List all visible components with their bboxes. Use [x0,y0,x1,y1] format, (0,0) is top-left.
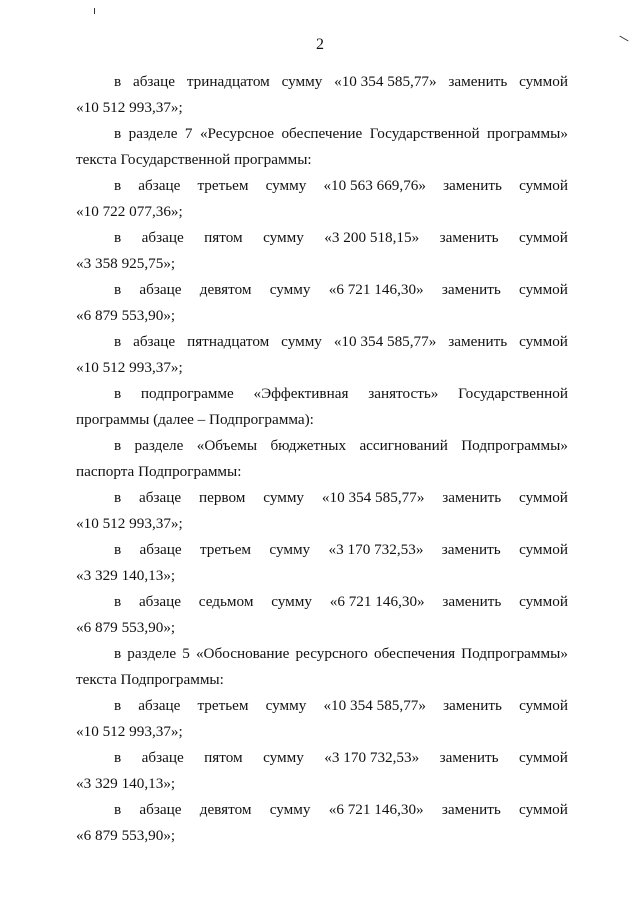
word: заменить [443,177,502,194]
word: сумму [269,801,311,818]
document-body [76,69,568,849]
paragraph-entry [76,225,568,277]
word: абзаце [141,229,184,246]
word: в [114,801,122,818]
word: сумму [263,749,304,766]
word: заменить [441,281,501,298]
paragraph-first-line [114,173,568,199]
word: программы» [487,125,568,142]
word: заменить [442,489,502,506]
paragraph-continuation: «6 879 553,90»; [76,619,176,636]
word: заменить [439,229,499,246]
paragraph-entry [76,537,568,589]
word: суммой [519,73,568,90]
paragraph-continuation: «6 879 553,90»; [76,827,176,844]
word: суммой [519,229,568,246]
word: Подпрограммы» [461,437,568,454]
word: абзаце [138,593,182,610]
word: «3 170 732,53» [324,749,420,766]
word: третьем [197,697,249,714]
word: сумму [281,73,323,90]
word: «Обоснование [195,645,290,662]
word: разделе [127,645,177,662]
word: в [114,541,122,558]
word: абзаце [138,177,181,194]
word: девятом [199,281,252,298]
word: разделе [128,125,178,142]
word: заменить [448,333,508,350]
word: сумму [265,177,307,194]
word: «10 354 585,77» [323,697,426,714]
word: 5 [182,645,190,662]
scan-speck [94,8,95,14]
paragraph-first-line [114,433,568,459]
word: в [114,229,122,246]
paragraph-continuation: «3 329 140,13»; [76,567,176,584]
paragraph-entry [76,121,568,173]
paragraph-entry [76,589,568,641]
word: седьмом [198,593,254,610]
paragraph-continuation: «10 512 993,37»; [76,359,183,376]
paragraph-continuation: «6 879 553,90»; [76,307,176,324]
paragraph-first-line [114,329,568,355]
paragraph-first-line [114,797,568,823]
word: «Объемы [196,437,258,454]
word: суммой [519,333,568,350]
word: суммой [519,489,568,506]
paragraph-first-line [114,589,568,615]
word: заменить [441,541,501,558]
paragraph-first-line [114,277,568,303]
word: абзаце [141,749,184,766]
word: суммой [519,697,568,714]
word: занятость» [368,385,439,402]
word: сумму [281,333,322,350]
word: суммой [519,177,568,194]
paragraph-first-line [114,485,568,511]
word: «3 170 732,53» [328,541,424,558]
word: ассигнований [359,437,448,454]
paragraph-entry [76,69,568,121]
paragraph-continuation: «10 512 993,37»; [76,515,183,532]
word: Государственной [458,385,568,402]
word: сумму [269,541,311,558]
word: третьем [199,541,252,558]
word: заменить [442,593,502,610]
paragraph-continuation: «3 358 925,75»; [76,255,176,272]
word: сумму [265,697,307,714]
word: подпрограмме [140,385,234,402]
word: абзаце [132,73,176,90]
word: суммой [519,749,568,766]
word: суммой [519,541,568,558]
paragraph-first-line [114,381,568,407]
paragraph-entry [76,381,568,433]
word: третьем [197,177,249,194]
word: девятом [199,801,252,818]
word: Подпрограммы» [461,645,568,662]
word: бюджетных [270,437,347,454]
paragraph-first-line [114,641,568,667]
word: в [114,333,122,350]
paragraph-first-line [114,225,568,251]
word: тринадцатом [186,73,270,90]
word: в [114,281,122,298]
paragraph-first-line [114,69,568,95]
paragraph-entry [76,277,568,329]
word: заменить [443,697,502,714]
paragraph-entry [76,173,568,225]
word: Государственной [369,125,480,142]
word: в [114,125,122,142]
word: заменить [439,749,499,766]
word: сумму [263,229,304,246]
paragraph-first-line [114,121,568,147]
paragraph-first-line [114,745,568,771]
word: в [114,593,122,610]
word: в [114,697,122,714]
word: заменить [448,73,508,90]
paragraph-first-line [114,537,568,563]
word: «Эффективная [253,385,349,402]
word: суммой [519,801,568,818]
paragraph-continuation: «10 512 993,37»; [76,99,183,116]
word: пятнадцатом [187,333,270,350]
paragraph-entry [76,797,568,849]
word: «6 721 146,30» [329,593,425,610]
word: разделе [134,437,184,454]
word: сумму [263,489,305,506]
word: 7 [184,125,193,142]
paragraph-continuation: программы (далее – Подпрограмма): [76,411,314,428]
paragraph-continuation: «10 512 993,37»; [76,723,183,740]
word: сумму [269,281,311,298]
word: в [114,385,122,402]
paragraph-entry [76,641,568,693]
word: абзаце [138,697,181,714]
word: «10 354 585,77» [334,73,437,90]
paragraph-continuation: текста Государственной программы: [76,151,312,168]
paragraph-continuation: «3 329 140,13»; [76,775,176,792]
word: обеспечение [281,125,363,142]
word: абзаце [139,489,182,506]
word: в [114,73,122,90]
paragraph-continuation: паспорта Подпрограммы: [76,463,242,480]
paragraph-first-line [114,693,568,719]
page-number: 2 [316,36,324,53]
word: заменить [441,801,501,818]
word: в [114,437,122,454]
word: абзаце [139,281,182,298]
word: «6 721 146,30» [328,281,424,298]
paragraph-continuation: текста Подпрограммы: [76,671,224,688]
word: обеспечения [373,645,456,662]
word: суммой [519,593,568,610]
word: пятом [204,749,243,766]
word: первом [198,489,246,506]
word: «10 354 585,77» [333,333,437,350]
word: суммой [519,281,568,298]
word: в [114,177,122,194]
word: абзаце [133,333,176,350]
paragraph-entry [76,745,568,797]
word: абзаце [139,801,182,818]
word: сумму [271,593,312,610]
paragraph-entry [76,329,568,381]
paragraph-continuation: «10 722 077,36»; [76,203,183,220]
word: в [114,645,122,662]
word: пятом [204,229,243,246]
word: «10 354 585,77» [321,489,425,506]
paragraph-entry [76,433,568,485]
word: в [114,749,122,766]
word: «Ресурсное [199,125,275,142]
word: «3 200 518,15» [324,229,420,246]
paragraph-entry [76,485,568,537]
word: «10 563 669,76» [323,177,426,194]
word: абзаце [139,541,182,558]
paragraph-entry [76,693,568,745]
word: в [114,489,122,506]
word: «6 721 146,30» [328,801,424,818]
word: ресурсного [295,645,368,662]
